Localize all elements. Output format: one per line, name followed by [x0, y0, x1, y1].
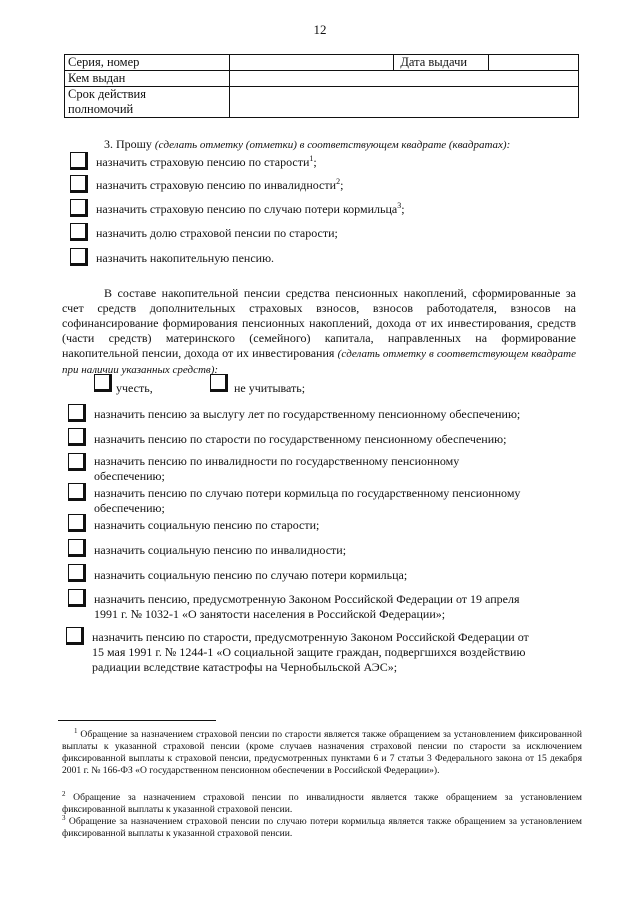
checkbox-social-survivor[interactable]: [68, 564, 86, 582]
footnote-ref: 3: [397, 201, 402, 210]
validity-field[interactable]: [229, 87, 578, 118]
option-social-disability: [94, 543, 346, 558]
section-3-heading: [104, 137, 510, 152]
option-insurance-disability: [96, 178, 343, 192]
option-line: 15 мая 1991 г. № 1244-1 «О социальной защите граждан, подвергшихся воздействию: [92, 645, 526, 659]
option-employment-law-pension: [94, 592, 519, 622]
footnote-text: Обращение за назначением страховой пенсии по случаю потери кормильца является также обращением за установлением фиксированной выплаты к указанной страховой пенсии.: [62, 816, 582, 839]
option-end: ;: [313, 155, 317, 169]
checkbox-social-disability[interactable]: [68, 539, 86, 557]
footnote-mark: 1: [74, 726, 78, 735]
section-3-instruction: (сделать отметку (отметки) в соответствующем квадрате (квадратах):: [154, 139, 511, 151]
validity-label: [65, 87, 230, 118]
option-line: назначить пенсию по инвалидности по государственному пенсионному: [94, 454, 460, 468]
footnote-3: [62, 813, 582, 840]
option-line: назначить пенсию за выслугу лет по государственному пенсионному обеспечению;: [94, 407, 521, 421]
option-end: ;: [340, 178, 344, 192]
checkbox-funded-pension[interactable]: [70, 248, 88, 266]
option-line: радиации вследствие катастрофы на Чернобыльской АЭС»;: [92, 660, 398, 674]
option-line: назначить пенсию по старости по государственному пенсионному обеспечению;: [94, 432, 507, 446]
option-end: ;: [401, 202, 405, 216]
issued-by-field[interactable]: [229, 71, 578, 87]
take-into-account-label: учесть,: [116, 381, 153, 395]
option-social-old-age: [94, 518, 319, 533]
issue-date-field[interactable]: [489, 55, 579, 71]
savings-paragraph: [62, 286, 576, 378]
option-insurance-old-age: [96, 155, 317, 169]
option-line: назначить социальную пенсию по инвалидности;: [94, 543, 347, 557]
issued-by-label: Кем выдан: [65, 71, 230, 87]
checkbox-insurance-disability[interactable]: [70, 175, 88, 193]
footnote-ref: 1: [309, 154, 314, 163]
option-text: назначить страховую пенсию по случаю потери кормильца: [96, 202, 398, 216]
option-chernobyl-pension: [92, 630, 529, 675]
checkbox-insurance-survivor[interactable]: [70, 199, 88, 217]
option-text: назначить страховую пенсию по старости: [96, 155, 310, 169]
option-line: обеспечению;: [94, 469, 165, 483]
footnote-1: [62, 726, 582, 777]
checkbox-employment-law-pension[interactable]: [68, 589, 86, 607]
footnote-mark: 2: [62, 789, 66, 798]
footnote-text: Обращение за назначением страховой пенсии по инвалидности является также обращением за установлением фиксированной выплаты к указанной страховой пенсии.: [62, 792, 582, 815]
savings-instruction: (сделать отметку в соответствующем квадрате при наличии указанных средств):: [62, 348, 576, 376]
option-funded-pension: назначить накопительную пенсию.: [96, 251, 275, 265]
option-insurance-share: назначить долю страховой пенсии по старости;: [96, 226, 338, 240]
footnote-ref: 2: [336, 177, 341, 186]
issue-date-label: Дата выдачи: [394, 55, 489, 71]
option-state-disability: [94, 454, 459, 484]
checkbox-social-old-age[interactable]: [68, 514, 86, 532]
checkbox-not-take-into-account[interactable]: [210, 374, 228, 392]
footnote-mark: 3: [62, 813, 66, 822]
option-line: назначить социальную пенсию по старости;: [94, 518, 320, 532]
checkbox-state-old-age[interactable]: [68, 428, 86, 446]
footnote-separator: [58, 720, 216, 721]
savings-text: В составе накопительной пенсии средства пенсионных накоплений, сформированные за счет средств дополнительных страховых взносов, взносов работодателя, взносов на софинансирование формирования пенсионных накоплений, дохода от их инвестирования, средств (части средств) материнского (семейного) капитала, направленных на формирование накопительной пенсии, дохода от их инвестирования: [62, 286, 576, 360]
option-line: назначить пенсию по случаю потери кормильца по государственному пенсионному: [94, 486, 521, 500]
footnote-2: [62, 789, 582, 816]
validity-label-line-1: Срок действия: [68, 87, 146, 101]
checkbox-state-service-pension[interactable]: [68, 404, 86, 422]
footnote-text: Обращение за назначением страховой пенсии по старости является также обращением за установлением фиксированной выплаты к указанной страховой пенсии (кроме случаев назначения страховой пенсии по старости за исключением фиксированной выплаты к страховой пенсии, предусмотренных пунктами 6 и 7 статьи 3 Федерального закона от 15 декабря 2001 г. № 166-ФЗ «О государственном пенсионном обеспечении в Российской Федерации»).: [62, 729, 582, 776]
option-line: назначить пенсию по старости, предусмотренную Законом Российской Федерации от: [92, 630, 529, 644]
option-line: назначить пенсию, предусмотренную Законом Российской Федерации от 19 апреля: [94, 592, 520, 606]
validity-label-line-2: полномочий: [68, 102, 134, 116]
option-state-survivor: [94, 486, 520, 516]
checkbox-insurance-share[interactable]: [70, 223, 88, 241]
checkbox-insurance-old-age[interactable]: [70, 152, 88, 170]
not-take-into-account-label: не учитывать;: [234, 381, 306, 395]
option-insurance-survivor: [96, 202, 405, 216]
option-line: обеспечению;: [94, 501, 165, 515]
page-number: 12: [313, 22, 327, 37]
series-label: Серия, номер: [65, 55, 230, 71]
identity-document-table: [64, 54, 579, 118]
option-line: назначить социальную пенсию по случаю потери кормильца;: [94, 568, 408, 582]
checkbox-state-disability[interactable]: [68, 453, 86, 471]
checkbox-state-survivor[interactable]: [68, 483, 86, 501]
section-3-prefix: 3. Прошу: [104, 137, 155, 151]
option-state-old-age: [94, 432, 506, 447]
series-field[interactable]: [229, 55, 394, 71]
option-state-service-pension: [94, 407, 520, 422]
option-social-survivor: [94, 568, 407, 583]
checkbox-take-into-account[interactable]: [94, 374, 112, 392]
option-line: 1991 г. № 1032-1 «О занятости населения в Российской Федерации»;: [94, 607, 446, 621]
checkbox-chernobyl-pension[interactable]: [66, 627, 84, 645]
option-text: назначить страховую пенсию по инвалидности: [96, 178, 337, 192]
